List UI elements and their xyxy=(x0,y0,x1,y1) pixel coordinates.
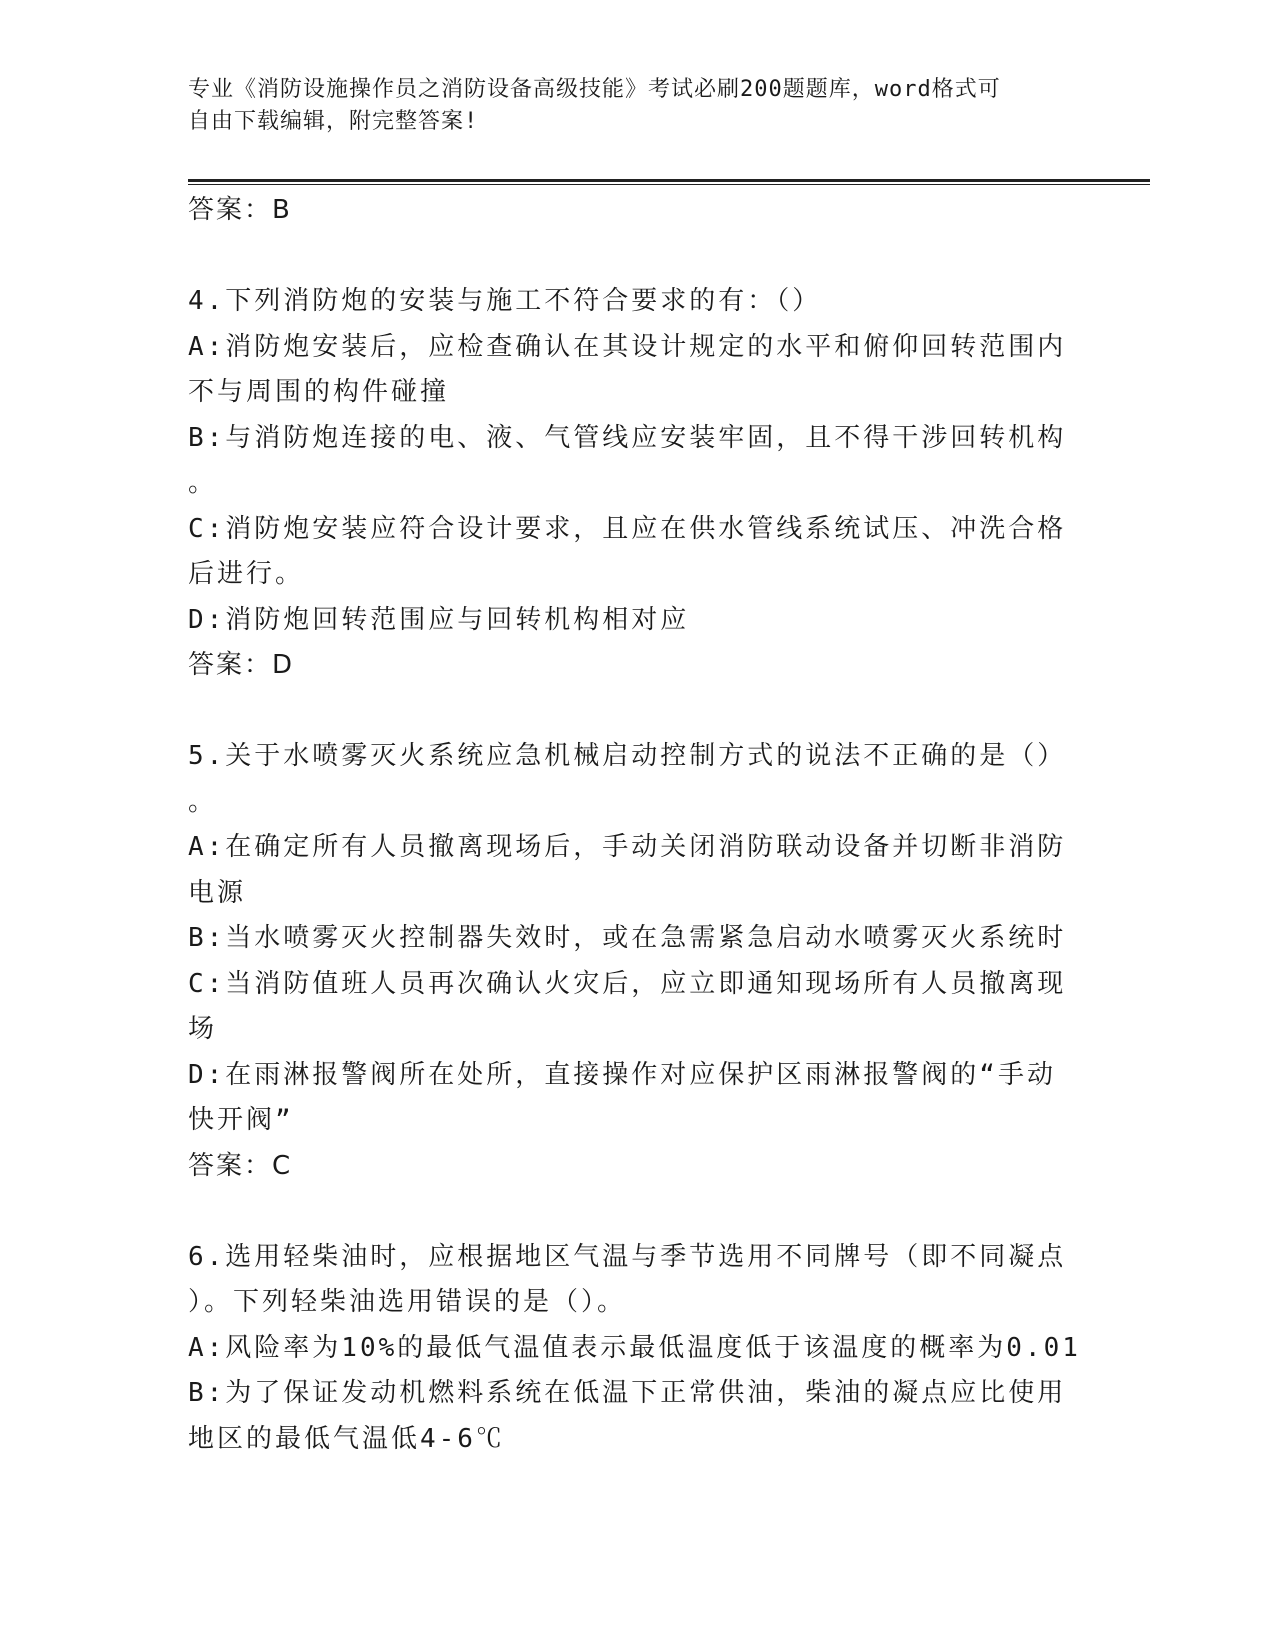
header-line-1: 专业《消防设施操作员之消防设备高级技能》考试必刷200题题库，word格式可 xyxy=(188,77,1001,102)
question-stem: 5.关于水喷雾灭火系统应急机械启动控制方式的说法不正确的是（） xyxy=(188,741,1067,771)
question-5 xyxy=(188,734,1068,1189)
option-c: C:消防炮安装应符合设计要求，且应在供水管线系统试压、冲洗合格 xyxy=(188,513,1067,544)
answer-q3: 答案：B xyxy=(188,195,292,225)
question-stem: 4.下列消防炮的安装与施工不符合要求的有：（） xyxy=(188,286,822,316)
option-a-cont: 电源 xyxy=(188,877,247,908)
option-c-cont: 场 xyxy=(188,1014,218,1044)
option-c: C:当消防值班人员再次确认火灾后，应立即通知现场所有人员撤离现 xyxy=(188,968,1067,999)
option-c-cont: 后进行。 xyxy=(188,559,305,589)
option-d-cont: 快开阀” xyxy=(188,1105,294,1135)
option-a: A:消防炮安装后，应检查确认在其设计规定的水平和俯仰回转范围内 xyxy=(188,331,1067,362)
option-b: B:为了保证发动机燃料系统在低温下正常供油，柴油的凝点应比使用 xyxy=(188,1378,1067,1408)
question-6 xyxy=(188,1235,1081,1463)
spacer xyxy=(188,689,1068,735)
option-a: A:在确定所有人员撤离现场后，手动关闭消防联动设备并切断非消防 xyxy=(188,832,1067,862)
option-b-cont: 。 xyxy=(188,468,218,498)
question-stem: 6.选用轻柴油时，应根据地区气温与季节选用不同牌号（即不同凝点 xyxy=(188,1241,1067,1272)
option-b: B:与消防炮连接的电、液、气管线应安装牢固，且不得干涉回转机构 xyxy=(188,422,1067,453)
header-line-2: 自由下载编辑，附完整答案! xyxy=(188,109,479,134)
option-a-cont: 不与周围的构件碰撞 xyxy=(188,377,450,407)
option-d: D:消防炮回转范围应与回转机构相对应 xyxy=(188,604,690,635)
spacer xyxy=(188,1189,1068,1235)
answer-q4: 答案：D xyxy=(188,650,295,680)
question-list xyxy=(188,188,1081,1462)
option-b: B:当水喷雾灭火控制器失效时，或在急需紧急启动水喷雾灭火系统时 xyxy=(188,923,1067,953)
question-stem-cont: 。 xyxy=(188,786,218,817)
question-stem-cont: ）。下列轻柴油选用错误的是（）。 xyxy=(188,1287,627,1317)
option-b-cont: 地区的最低气温低4-6℃ xyxy=(188,1423,505,1454)
header-divider xyxy=(188,179,1150,182)
page-header xyxy=(188,74,1068,138)
option-d: D:在雨淋报警阀所在处所，直接操作对应保护区雨淋报警阀的“手动 xyxy=(188,1059,1056,1090)
question-4 xyxy=(188,279,1068,689)
answer-q5: 答案：C xyxy=(188,1150,293,1181)
header-divider-thin xyxy=(188,184,1150,185)
spacer xyxy=(188,234,1068,280)
option-a: A:风险率为10%的最低气温值表示最低温度低于该温度的概率为0.01 xyxy=(188,1332,1081,1363)
